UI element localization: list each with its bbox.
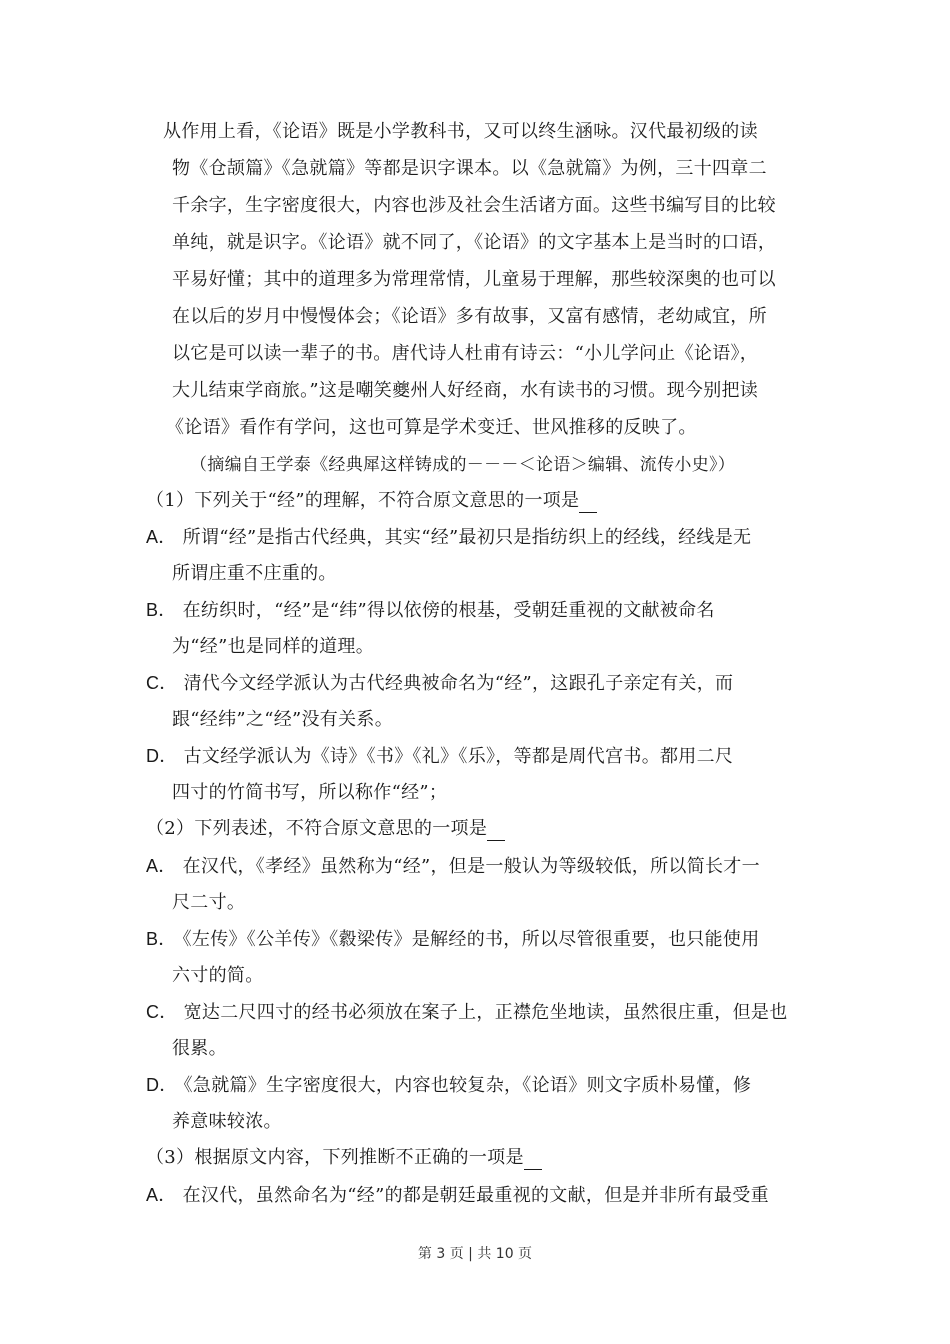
q1-option-a-text: 所谓“经”是指古代经典，其实“经”最初只是指纺织上的经线，经线是无 [182, 527, 752, 548]
passage-line-8: 大儿结束学商旅。”这是嘲笑夔州人好经商，水有读书的习惯。现今别把读 [172, 380, 759, 401]
q2-option-b-letter: B． [146, 929, 177, 949]
q2-option-b [146, 927, 760, 952]
q2-option-c [146, 1000, 788, 1025]
passage-line-1: 从作用上看，《论语》既是小学教科书，又可以终生涵咏。汉代最初级的读 [163, 121, 758, 142]
passage-line-9: 《论语》看作有学问，这也可算是学术变迁、世风推移的反映了。 [166, 417, 697, 438]
q1-option-a-line2: 所谓庄重不庄重的。 [172, 563, 337, 584]
passage-line-5: 平易好懂；其中的道理多为常理常情，儿童易于理解，那些较深奥的也可以 [172, 269, 776, 290]
q1-option-b-line2: 为“经”也是同样的道理。 [172, 636, 375, 657]
q1-option-c-line2: 跟“经纬”之“经”没有关系。 [172, 709, 394, 730]
passage-line-6: 在以后的岁月中慢慢体会；《论语》多有故事，又富有感情，老幼咸宜，所 [172, 306, 767, 327]
q2-answer-blank [487, 822, 505, 841]
q1-option-b-text: 在纺织时，“经”是“纬”得以依傍的根基，受朝廷重视的文献被命名 [182, 600, 715, 621]
q1-option-a-letter: A． [146, 527, 177, 547]
passage-line-7: 以它是可以读一辈子的书。唐代诗人杜甫有诗云：“小儿学问止《论语》， [172, 343, 759, 364]
q2-option-a-line2: 尺二寸。 [172, 892, 246, 913]
q1-option-d [146, 744, 733, 769]
q3-stem [146, 1146, 542, 1170]
q2-option-c-line2: 很累。 [172, 1038, 227, 1059]
q1-stem-text: （1）下列关于“经”的理解，不符合原文意思的一项是 [146, 490, 580, 511]
passage-line-3: 千余字，生字密度很大，内容也涉及社会生活诸方面。这些书编写目的比较 [172, 195, 776, 216]
q1-option-d-letter: D． [146, 746, 178, 766]
q2-option-d [146, 1073, 751, 1098]
passage-source: （摘编自王学泰《经典犀这样铸成的－－－＜论语＞编辑、流传小史》） [190, 455, 736, 475]
q3-stem-text: （3）根据原文内容，下列推断不正确的一项是 [146, 1147, 524, 1168]
q2-option-b-line2: 六寸的简。 [172, 965, 264, 986]
q2-option-b-text: 《左传》《公羊传》《縠梁传》是解经的书，所以尽管很重要，也只能使用 [182, 929, 760, 950]
q3-option-a-letter: A． [146, 1185, 177, 1205]
q1-option-a [146, 525, 751, 550]
q2-option-c-letter: C． [146, 1002, 178, 1022]
q1-option-c [146, 671, 733, 696]
q1-option-c-letter: C． [146, 673, 178, 693]
q2-option-d-line2: 养意味较浓。 [172, 1111, 282, 1132]
q1-option-d-text: 古文经学派认为《诗》《书》《礼》《乐》，等都是周代宫书。都用二尺 [183, 746, 734, 767]
q2-option-a-text: 在汉代，《孝经》虽然称为“经”，但是一般认为等级较低，所以简长才一 [182, 856, 760, 877]
q2-stem-text: （2）下列表述，不符合原文意思的一项是 [146, 818, 488, 839]
q2-option-a [146, 854, 760, 879]
q2-option-d-text: 《急就篇》生字密度很大，内容也较复杂，《论语》则文字质朴易懂，修 [183, 1075, 752, 1096]
q3-option-a-text: 在汉代，虽然命名为“经”的都是朝廷最重视的文献，但是并非所有最受重 [182, 1185, 769, 1206]
q1-stem [146, 489, 597, 513]
q3-option-a [146, 1183, 769, 1208]
q2-option-c-text: 宽达二尺四寸的经书必须放在案子上，正襟危坐地读，虽然很庄重，但是也 [183, 1002, 788, 1023]
passage-line-4: 单纯，就是识字。《论语》就不同了，《论语》的文字基本上是当时的口语， [172, 232, 777, 253]
q2-option-d-letter: D． [146, 1075, 178, 1095]
q3-answer-blank [524, 1151, 542, 1170]
q1-option-c-text: 清代今文经学派认为古代经典被命名为“经”，这跟孔子亲定有关，而 [183, 673, 734, 694]
page-footer: 第 3 页 | 共 10 页 [417, 1246, 533, 1262]
q2-stem [146, 817, 505, 841]
q1-answer-blank [579, 494, 597, 513]
q2-option-a-letter: A． [146, 856, 177, 876]
q1-option-d-line2: 四寸的竹简书写，所以称作“经”； [172, 782, 448, 803]
q1-option-b-letter: B． [146, 600, 177, 620]
q1-option-b [146, 598, 715, 623]
passage-line-2: 物《仓颉篇》《急就篇》等都是识字课本。以《急就篇》为例，三十四章二 [172, 158, 767, 179]
